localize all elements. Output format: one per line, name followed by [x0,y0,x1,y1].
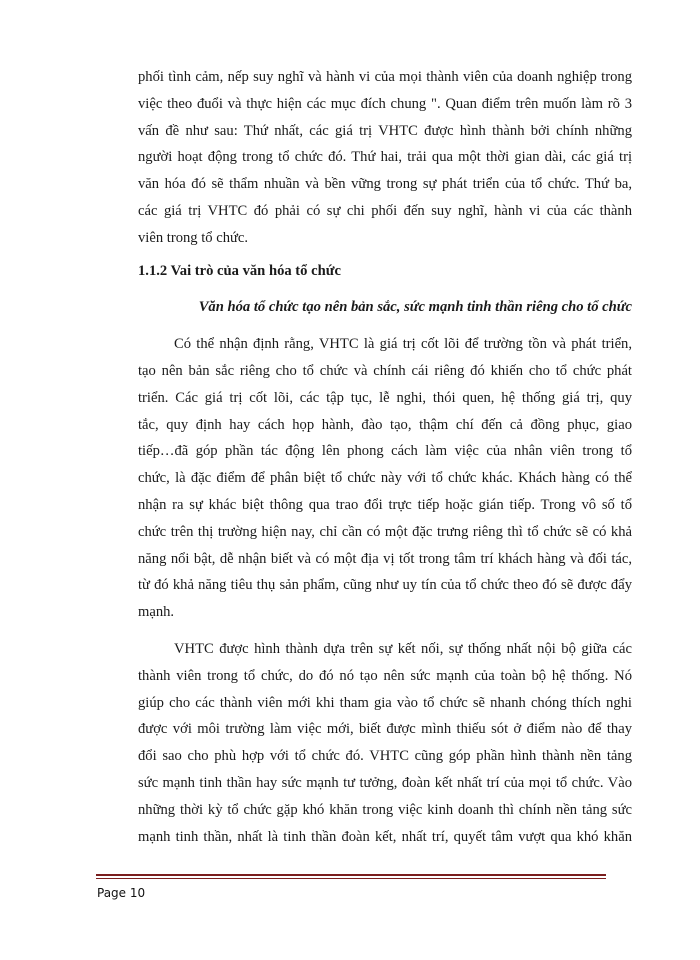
page-number: Page 10 [97,886,146,900]
text-line: việc theo đuổi và thực hiện các mục đích chung ". Quan điểm trên muốn làm rõ 3 [138,95,632,112]
text-line: tiếp…đã góp phần tác động lên phong cách làm việc của nhân viên trong tổ [138,443,632,460]
text-line: mạnh tinh thần, nhất là tinh thần đoàn kết, nhất trí, quyết tâm vượt qua khó khăn [138,828,632,845]
text-line: phối tình cảm, nếp suy nghĩ và hành vi của mọi thành viên của doanh nghiệp trong [138,69,632,85]
text-line: từ đó khả năng tiêu thụ sản phẩm, cũng như uy tín của tổ chức theo đó sẽ được đẩy [138,577,632,594]
subheading: Văn hóa tổ chức tạo nên bản sắc, sức mạnh tinh thần riêng cho tổ chức [198,299,632,316]
text-line: chức, là đặc điểm để phân biệt tổ chức này với tổ chức khác. Khách hàng có thể [138,470,632,487]
text-line: triển. Các giá trị cốt lõi, các tập tục, lễ nghi, thói quen, hệ thống giá trị, quy [138,389,632,406]
paragraph-3 [138,636,632,850]
paragraph-2 [138,331,632,626]
text-line: viên trong tổ chức. [138,229,249,246]
footer-rule [96,874,606,876]
text-line: mạnh. [138,604,175,621]
text-line: văn hóa đó sẽ thẩm nhuần và bền vững trong sự phát triển của tổ chức. Thứ ba, [138,176,632,193]
text-line: tắc, quy định hay cách họp hành, đào tạo, thậm chí đến cả đồng phục, giao [138,416,632,433]
text-line: giúp cho các thành viên mới khi tham gia vào tổ chức sẽ nhanh chóng thích nghi [138,694,632,711]
text-line: các giá trị VHTC đó phải có sự chi phối đến suy nghĩ, hành vi của các thành [138,202,632,219]
text-line: vấn đề như sau: Thứ nhất, các giá trị VHTC được hình thành bởi chính những [138,122,632,139]
page-body [138,64,632,850]
paragraph-1 [138,64,632,252]
text-line: được với môi trường làm việc mới, biết được mình thiếu sót ở điểm nào để thay [138,721,632,738]
text-line: đổi sao cho phù hợp với tổ chức đó. VHTC cũng góp phần hình thành nền tảng [138,748,632,765]
text-line: thành viên trong tổ chức, do đó nó tạo nên sức mạnh của toàn bộ hệ thống. Nó [138,667,632,684]
text-line: Có thể nhận định rằng, VHTC là giá trị cốt lõi để trường tồn và phát triển, [174,336,632,353]
footer-rule-thin [96,878,606,879]
text-line: VHTC được hình thành dựa trên sự kết nối, sự thống nhất nội bộ giữa các [174,640,632,657]
text-line: người hoạt động trong tổ chức đó. Thứ hai, trải qua một thời gian dài, các giá trị [138,149,632,166]
text-line: những thời kỳ tổ chức gặp khó khăn trong việc kinh doanh thì chính nền tảng sức [138,801,632,818]
section-heading: 1.1.2 Vai trò của văn hóa tổ chức [138,262,341,279]
text-line: năng nổi bật, dễ nhận biết và có một địa vị tốt trong tâm trí khách hàng và đối tác, [138,550,632,567]
text-line: tạo nên bản sắc riêng cho tổ chức và chính cái riêng đó khiến cho tổ chức phát [138,362,632,379]
text-line: sức mạnh tinh thần hay sức mạnh tư tưởng, đoàn kết nhất trí của mọi tổ chức. Vào [138,774,632,791]
text-line: chức trên thị trường hiện nay, chỉ cần có một đặc trưng riêng thì tổ chức sẽ có khả [138,523,632,540]
text-line: nhận ra sự khác biệt thông qua trao đổi trực tiếp hoặc gián tiếp. Trong vô số tổ [138,496,632,513]
